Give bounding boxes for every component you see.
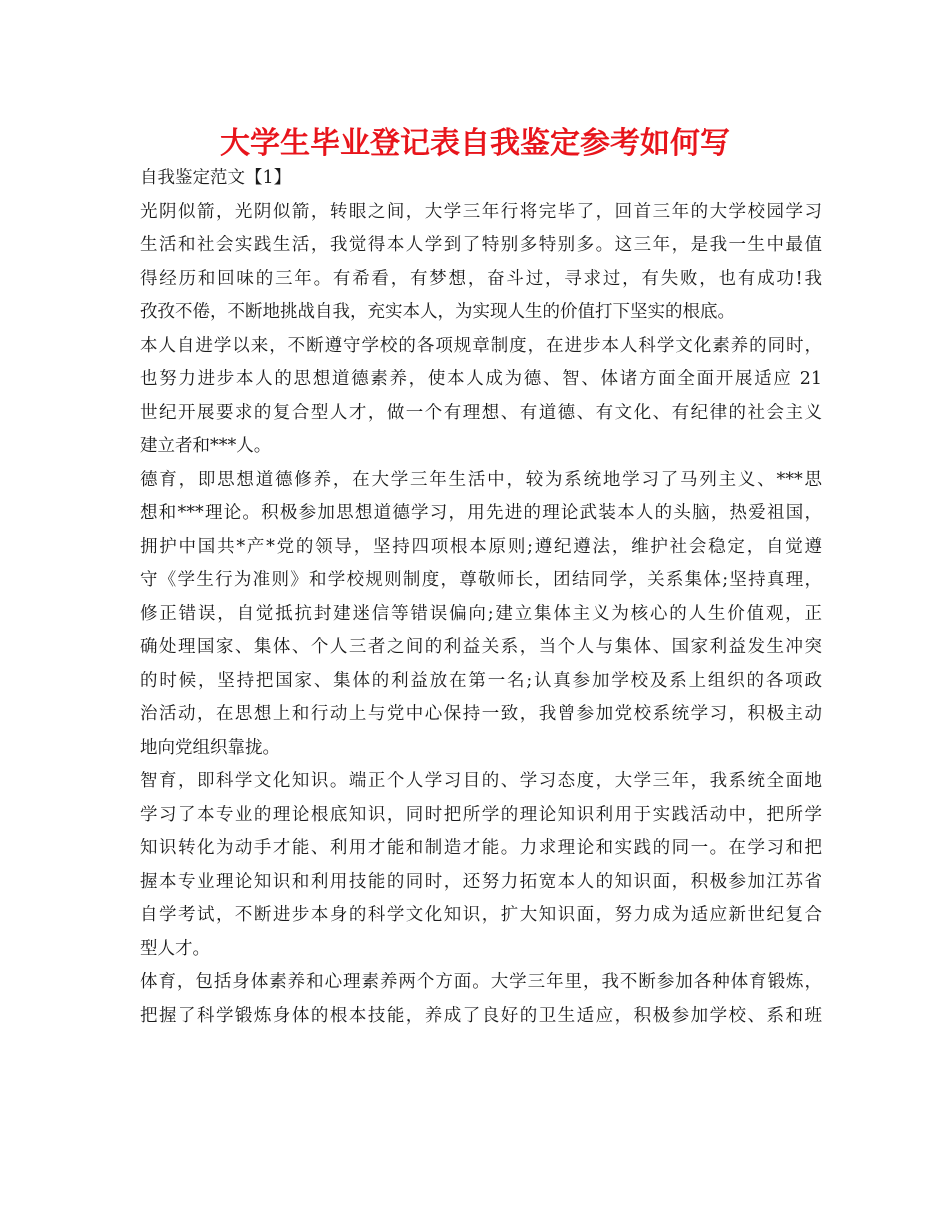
text-line: 把握了科学锻炼身体的根本技能，养成了良好的卫生适应，积极参加学校、系和班 — [140, 1005, 822, 1026]
text-line: 的时候，坚持把国家、集体的利益放在第一名;认真参加学校及系上组织的各项政 — [140, 670, 822, 691]
text-line: 自学考试，不断进步本身的科学文化知识，扩大知识面，努力成为适应新世纪复合 — [140, 905, 822, 925]
text-line: 自我鉴定范文【1】 — [140, 168, 292, 188]
text-line: 地向党组织靠拢。 — [140, 737, 280, 758]
text-line: 光阴似箭，光阴似箭，转眼之间，大学三年行将完毕了，回首三年的大学校园学习 — [140, 201, 822, 222]
text-line: 得经历和回味的三年。有希看，有梦想，奋斗过，寻求过，有失败，也有成功!我 — [140, 268, 822, 289]
text-line: 建立者和***人。 — [140, 436, 272, 456]
text-line: 也努力进步本人的思想道德素养，使本人成为德、智、体诸方面全面开展适应 21 — [140, 369, 822, 389]
text-line: 确处理国家、集体、个人三者之间的利益关系，当个人与集体、国家利益发生冲突 — [140, 637, 822, 657]
text-line: 知识转化为动手才能、利用才能和制造才能。力求理论和实践的同一。在学习和把 — [140, 838, 822, 858]
text-line: 治活动，在思想上和行动上与党中心保持一致，我曾参加党校系统学习，积极主动 — [140, 704, 822, 724]
document-title: 大学生毕业登记表自我鉴定参考如何写 — [220, 126, 730, 161]
document-body — [140, 162, 822, 1033]
text-line: 智育，即科学文化知识。端正个人学习目的、学习态度，大学三年，我系统全面地 — [140, 771, 822, 791]
text-line: 型人才。 — [140, 938, 210, 959]
text-line: 世纪开展要求的复合型人才，做一个有理想、有道德、有文化、有纪律的社会主义 — [140, 402, 822, 423]
text-line: 拥护中国共*产*党的领导，坚持四项根本原则;遵纪遵法，维护社会稳定，自觉遵 — [140, 536, 822, 557]
text-line: 孜孜不倦，不断地挑战自我，充实本人，为实现人生的价值打下坚实的根底。 — [140, 302, 735, 322]
text-line: 生活和社会实践生活，我觉得本人学到了特别多特别多。这三年，是我一生中最值 — [140, 235, 822, 255]
text-line: 修正错误，自觉抵抗封建迷信等错误偏向;建立集体主义为核心的人生价值观，正 — [140, 603, 822, 624]
text-line: 学习了本专业的理论根底知识，同时把所学的理论知识利用于实践活动中，把所学 — [140, 804, 822, 825]
text-line: 想和***理论。积极参加思想道德学习，用先进的理论武装本人的头脑，热爱祖国， — [140, 503, 822, 523]
text-line: 守《学生行为准则》和学校规则制度，尊敬师长，团结同学，关系集体;坚持真理， — [140, 570, 822, 590]
text-line: 握本专业理论知识和利用技能的同时，还努力拓宽本人的知识面，积极参加江苏省 — [140, 871, 822, 892]
text-line: 本人自进学以来，不断遵守学校的各项规章制度，在进步本人科学文化素养的同时， — [140, 335, 822, 356]
text-line: 体育，包括身体素养和心理素养两个方面。大学三年里，我不断参加各种体育锻炼， — [140, 972, 822, 992]
text-line: 德育，即思想道德修养，在大学三年生活中，较为系统地学习了马列主义、***思 — [140, 469, 822, 490]
